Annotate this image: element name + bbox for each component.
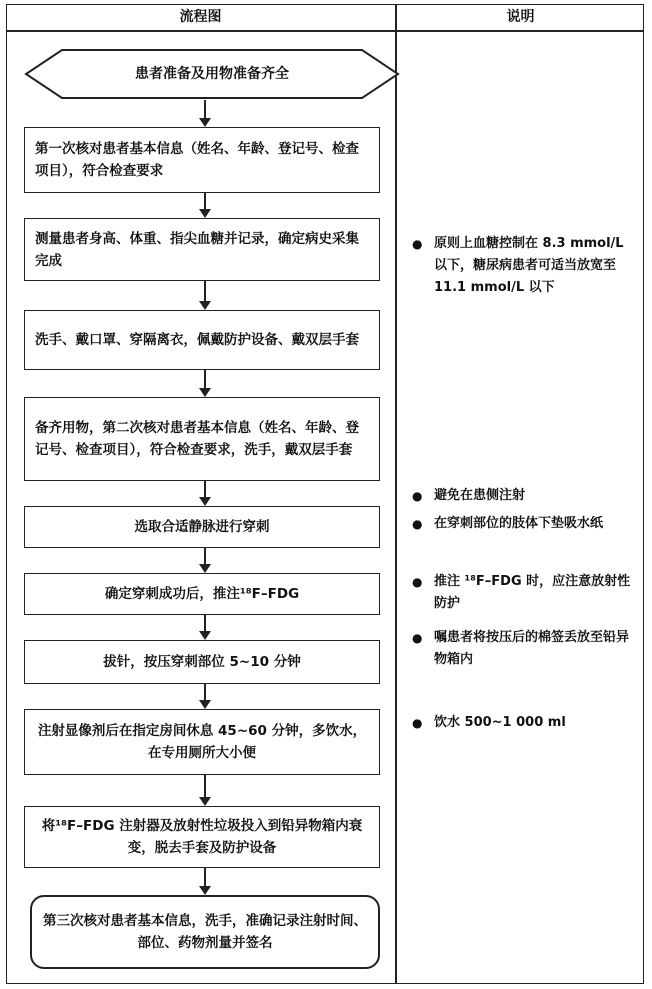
start-label: 患者准备及用物准备齐全 xyxy=(135,66,289,82)
arrow-head xyxy=(199,797,211,806)
bullet-icon: ● xyxy=(412,631,423,645)
bullet-icon: ● xyxy=(412,575,423,589)
bullet-icon: ● xyxy=(412,716,423,730)
arrow-head xyxy=(199,886,211,895)
bullet-icon: ● xyxy=(412,237,423,251)
header-flowchart: 流程图 xyxy=(179,9,222,25)
arrow-head xyxy=(199,700,211,709)
note-blood-glucose: ● 原则上血糖控制在 8.3 mmol/L 以下，糖尿病患者可适当放宽至 11.1 mmol/L 以下 xyxy=(412,233,640,299)
step-verify-second: 备齐用物，第二次核对患者基本信息（姓名、年龄、登记号、检查项目），符合检查要求，洗手，戴双层手套 xyxy=(24,397,380,481)
column-divider xyxy=(395,4,397,984)
header-notes: 说明 xyxy=(506,9,535,25)
flow-arrow xyxy=(204,193,206,209)
bullet-icon: ● xyxy=(412,517,423,531)
step-protection: 洗手、戴口罩、穿隔离衣，佩戴防护设备、戴双层手套 xyxy=(24,310,380,370)
flow-arrow xyxy=(204,481,206,497)
note-drink-water: ● 饮水 500~1 000 ml xyxy=(412,712,640,734)
flow-arrow xyxy=(204,684,206,700)
flow-arrow xyxy=(204,775,206,797)
step-verify-first: 第一次核对患者基本信息（姓名、年龄、登记号、检查项目），符合检查要求 xyxy=(24,127,380,193)
header-divider xyxy=(6,30,644,32)
step-withdraw: 拔针，按压穿刺部位 5~10 分钟 xyxy=(24,640,380,684)
step-verify-third: 第三次核对患者基本信息，洗手，准确记录注射时间、部位、药物剂量并签名 xyxy=(30,895,380,969)
arrow-head xyxy=(199,118,211,127)
step-rest: 注射显像剂后在指定房间休息 45~60 分钟，多饮水，在专用厕所大小便 xyxy=(24,709,380,775)
note-avoid-side: ● 避免在患侧注射 xyxy=(412,485,640,507)
bullet-icon: ● xyxy=(412,489,423,503)
note-cotton-swab: ● 嘱患者将按压后的棉签丢放至铅异物箱内 xyxy=(412,627,640,671)
flow-arrow xyxy=(204,281,206,301)
step-measure: 测量患者身高、体重、指尖血糖并记录，确定病史采集完成 xyxy=(24,218,380,281)
arrow-head xyxy=(199,631,211,640)
step-dispose: 将¹⁸F–FDG 注射器及放射性垃圾投入到铅异物箱内衰变，脱去手套及防护设备 xyxy=(24,806,380,868)
step-inject: 确定穿刺成功后，推注¹⁸F–FDG xyxy=(24,573,380,615)
note-radiation-protection: ● 推注 ¹⁸F–FDG 时，应注意放射性防护 xyxy=(412,571,640,615)
note-absorbent-paper: ● 在穿刺部位的肢体下垫吸水纸 xyxy=(412,513,640,535)
step-venipuncture: 选取合适静脉进行穿刺 xyxy=(24,506,380,548)
arrow-head xyxy=(199,497,211,506)
arrow-head xyxy=(199,564,211,573)
arrow-head xyxy=(199,301,211,310)
flow-arrow xyxy=(204,548,206,564)
flow-arrow xyxy=(204,868,206,886)
arrow-head xyxy=(199,209,211,218)
flow-arrow xyxy=(204,370,206,388)
flow-arrow xyxy=(204,615,206,631)
arrow-head xyxy=(199,388,211,397)
flow-arrow xyxy=(204,100,206,118)
